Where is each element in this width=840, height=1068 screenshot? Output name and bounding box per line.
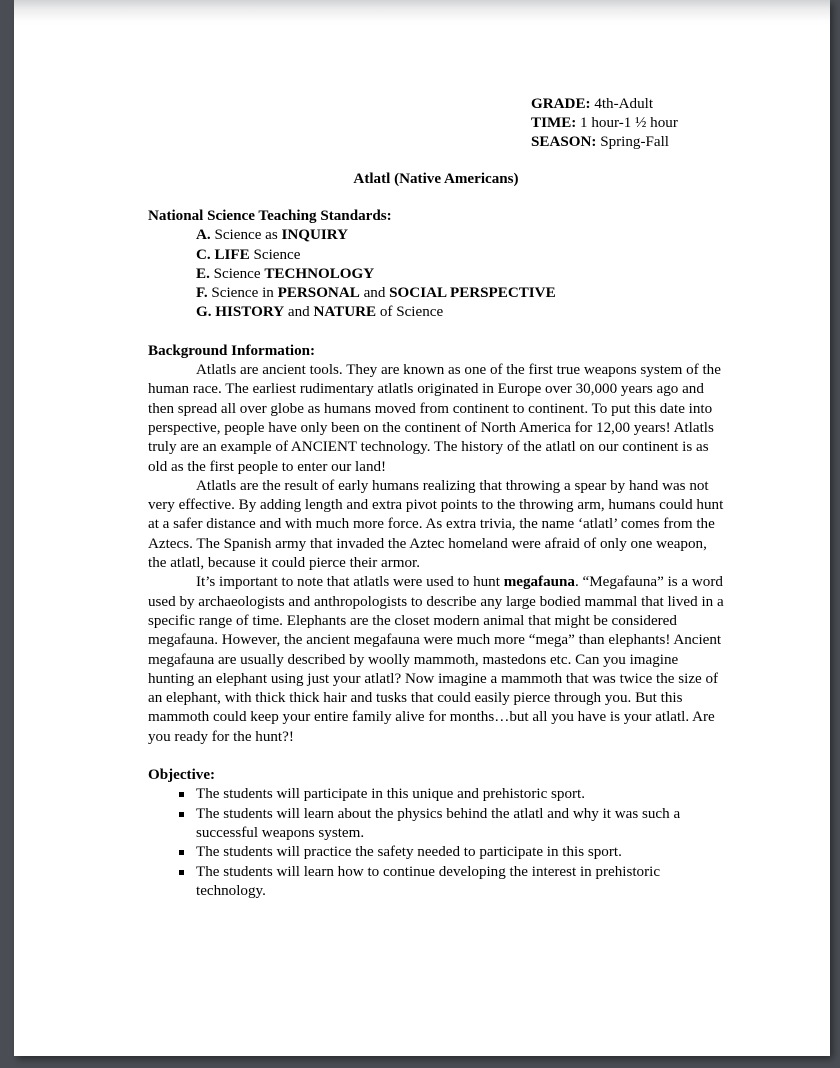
meta-value-grade: 4th-Adult <box>590 96 654 112</box>
standard-letter-g: G. <box>196 304 212 321</box>
standard-bold-g1: HISTORY <box>215 304 285 321</box>
background-p3-part2: . “Megafauna” is a word used by archaeologists and anthropologists to describe any large bodied mammal that lived in a specific range of time. Elephants are the closet modern animal that might be considered megafauna. However, the ancient megafauna were much more “mega” than elephants! Ancient megafauna are usually described by woolly mammoth, mastedons etc. Can you imagine hunting an elephant using just your atlatl? Now imagine a mammoth that was twice the size of an elephant, with thick thick hair and tusks that could easily pierce through you. But this mammoth could keep your entire family alive for months…but all you have is your atlatl. Are you ready for the hunt?! <box>148 574 724 745</box>
square-bullet-icon <box>179 870 184 875</box>
meta-line-time <box>531 114 678 133</box>
standard-plain-c2: Science <box>249 246 301 263</box>
standard-item-e <box>148 265 724 284</box>
standard-bold-e1: TECHNOLOGY <box>264 265 375 282</box>
square-bullet-icon <box>179 792 184 797</box>
spacer-after-standards <box>148 323 724 342</box>
meta-label-grade: GRADE: <box>531 96 591 112</box>
objective-item-text: The students will participate in this unique and prehistoric sport. <box>196 786 586 803</box>
document-page <box>14 0 830 1056</box>
standard-bold-a1: INQUIRY <box>281 227 349 244</box>
standard-item-a <box>148 226 724 245</box>
standard-plain-g3: of Science <box>376 304 444 321</box>
standard-item-c <box>148 246 724 265</box>
square-bullet-icon <box>179 850 184 855</box>
background-paragraph-1: Atlatls are ancient tools. They are known as one of the first true weapons system of the human race. The earliest rudimentary atlatls originated in Europe over 30,000 years ago and then spread all over globe as humans moved from continent to continent. To put this date into perspective, people have only been on the continent of North America for 12,00 years! Atlatls truly are an example of ANCIENT technology. The history of the atlatl on our continent is as old as the first people to enter our land! <box>148 362 721 475</box>
standard-item-g <box>148 303 724 322</box>
standard-plain-g2: and <box>284 304 314 321</box>
background-paragraph-2: Atlatls are the result of early humans realizing that throwing a spear by hand was not very effective. By adding length and extra pivot points to the throwing arm, humans could hunt at a safer distance and with much more force. As extra trivia, the name ‘atlatl’ comes from the Aztecs. The Spanish army that invaded the Aztec homeland were afraid of only one weapon, the atlatl, because it could pierce their armor. <box>148 477 724 572</box>
objective-list-item <box>148 805 724 844</box>
background-heading: Background Information: <box>148 342 316 359</box>
objective-heading: Objective: <box>148 767 216 784</box>
page-content <box>14 0 830 1056</box>
header-meta-block <box>531 95 678 152</box>
objective-list-item <box>148 863 724 902</box>
meta-line-grade <box>531 95 678 114</box>
objective-item-text: The students will learn about the physics behind the atlatl and why it was such a successful weapons system. <box>196 805 681 841</box>
background-paragraph-3 <box>148 573 724 747</box>
standard-bold-f1: PERSONAL <box>277 285 360 302</box>
meta-label-time: TIME: <box>531 115 577 131</box>
meta-value-time: 1 hour-1 ½ hour <box>576 115 678 131</box>
standard-plain-f1: Science in <box>207 285 278 302</box>
objective-item-text: The students will learn how to continue developing the interest in prehistoric technology. <box>196 863 661 899</box>
square-bullet-icon <box>179 812 184 817</box>
meta-line-season <box>531 133 678 152</box>
standard-plain-f2: and <box>359 285 390 302</box>
document-body <box>148 207 724 901</box>
background-p3-part1: It’s important to note that atlatls were used to hunt <box>196 574 504 591</box>
objective-list-item <box>148 843 724 862</box>
standard-bold-g2: NATURE <box>313 304 377 321</box>
standard-bold-c1: LIFE <box>214 246 250 263</box>
standards-heading: National Science Teaching Standards: <box>148 208 392 224</box>
standard-plain-a1: Science as <box>210 227 282 244</box>
standard-item-f <box>148 284 724 303</box>
standard-letter-e: E. <box>196 265 210 282</box>
meta-value-season: Spring-Fall <box>596 134 669 150</box>
standard-letter-c: C. <box>196 246 211 263</box>
background-p3-bold-megafauna: megafauna <box>503 574 575 591</box>
standard-bold-f2: SOCIAL PERSPECTIVE <box>389 285 556 302</box>
meta-label-season: SEASON: <box>531 134 597 150</box>
standard-plain-e1: Science <box>209 265 265 282</box>
objective-list <box>148 785 724 901</box>
document-title: Atlatl (Native Americans) <box>353 171 519 187</box>
objective-item-text: The students will practice the safety needed to participate in this sport. <box>196 844 622 861</box>
standard-letter-a: A. <box>196 227 211 244</box>
objective-list-item <box>148 785 724 804</box>
standard-letter-f: F. <box>196 285 208 302</box>
standards-list <box>148 226 724 322</box>
spacer-after-background <box>148 747 724 766</box>
